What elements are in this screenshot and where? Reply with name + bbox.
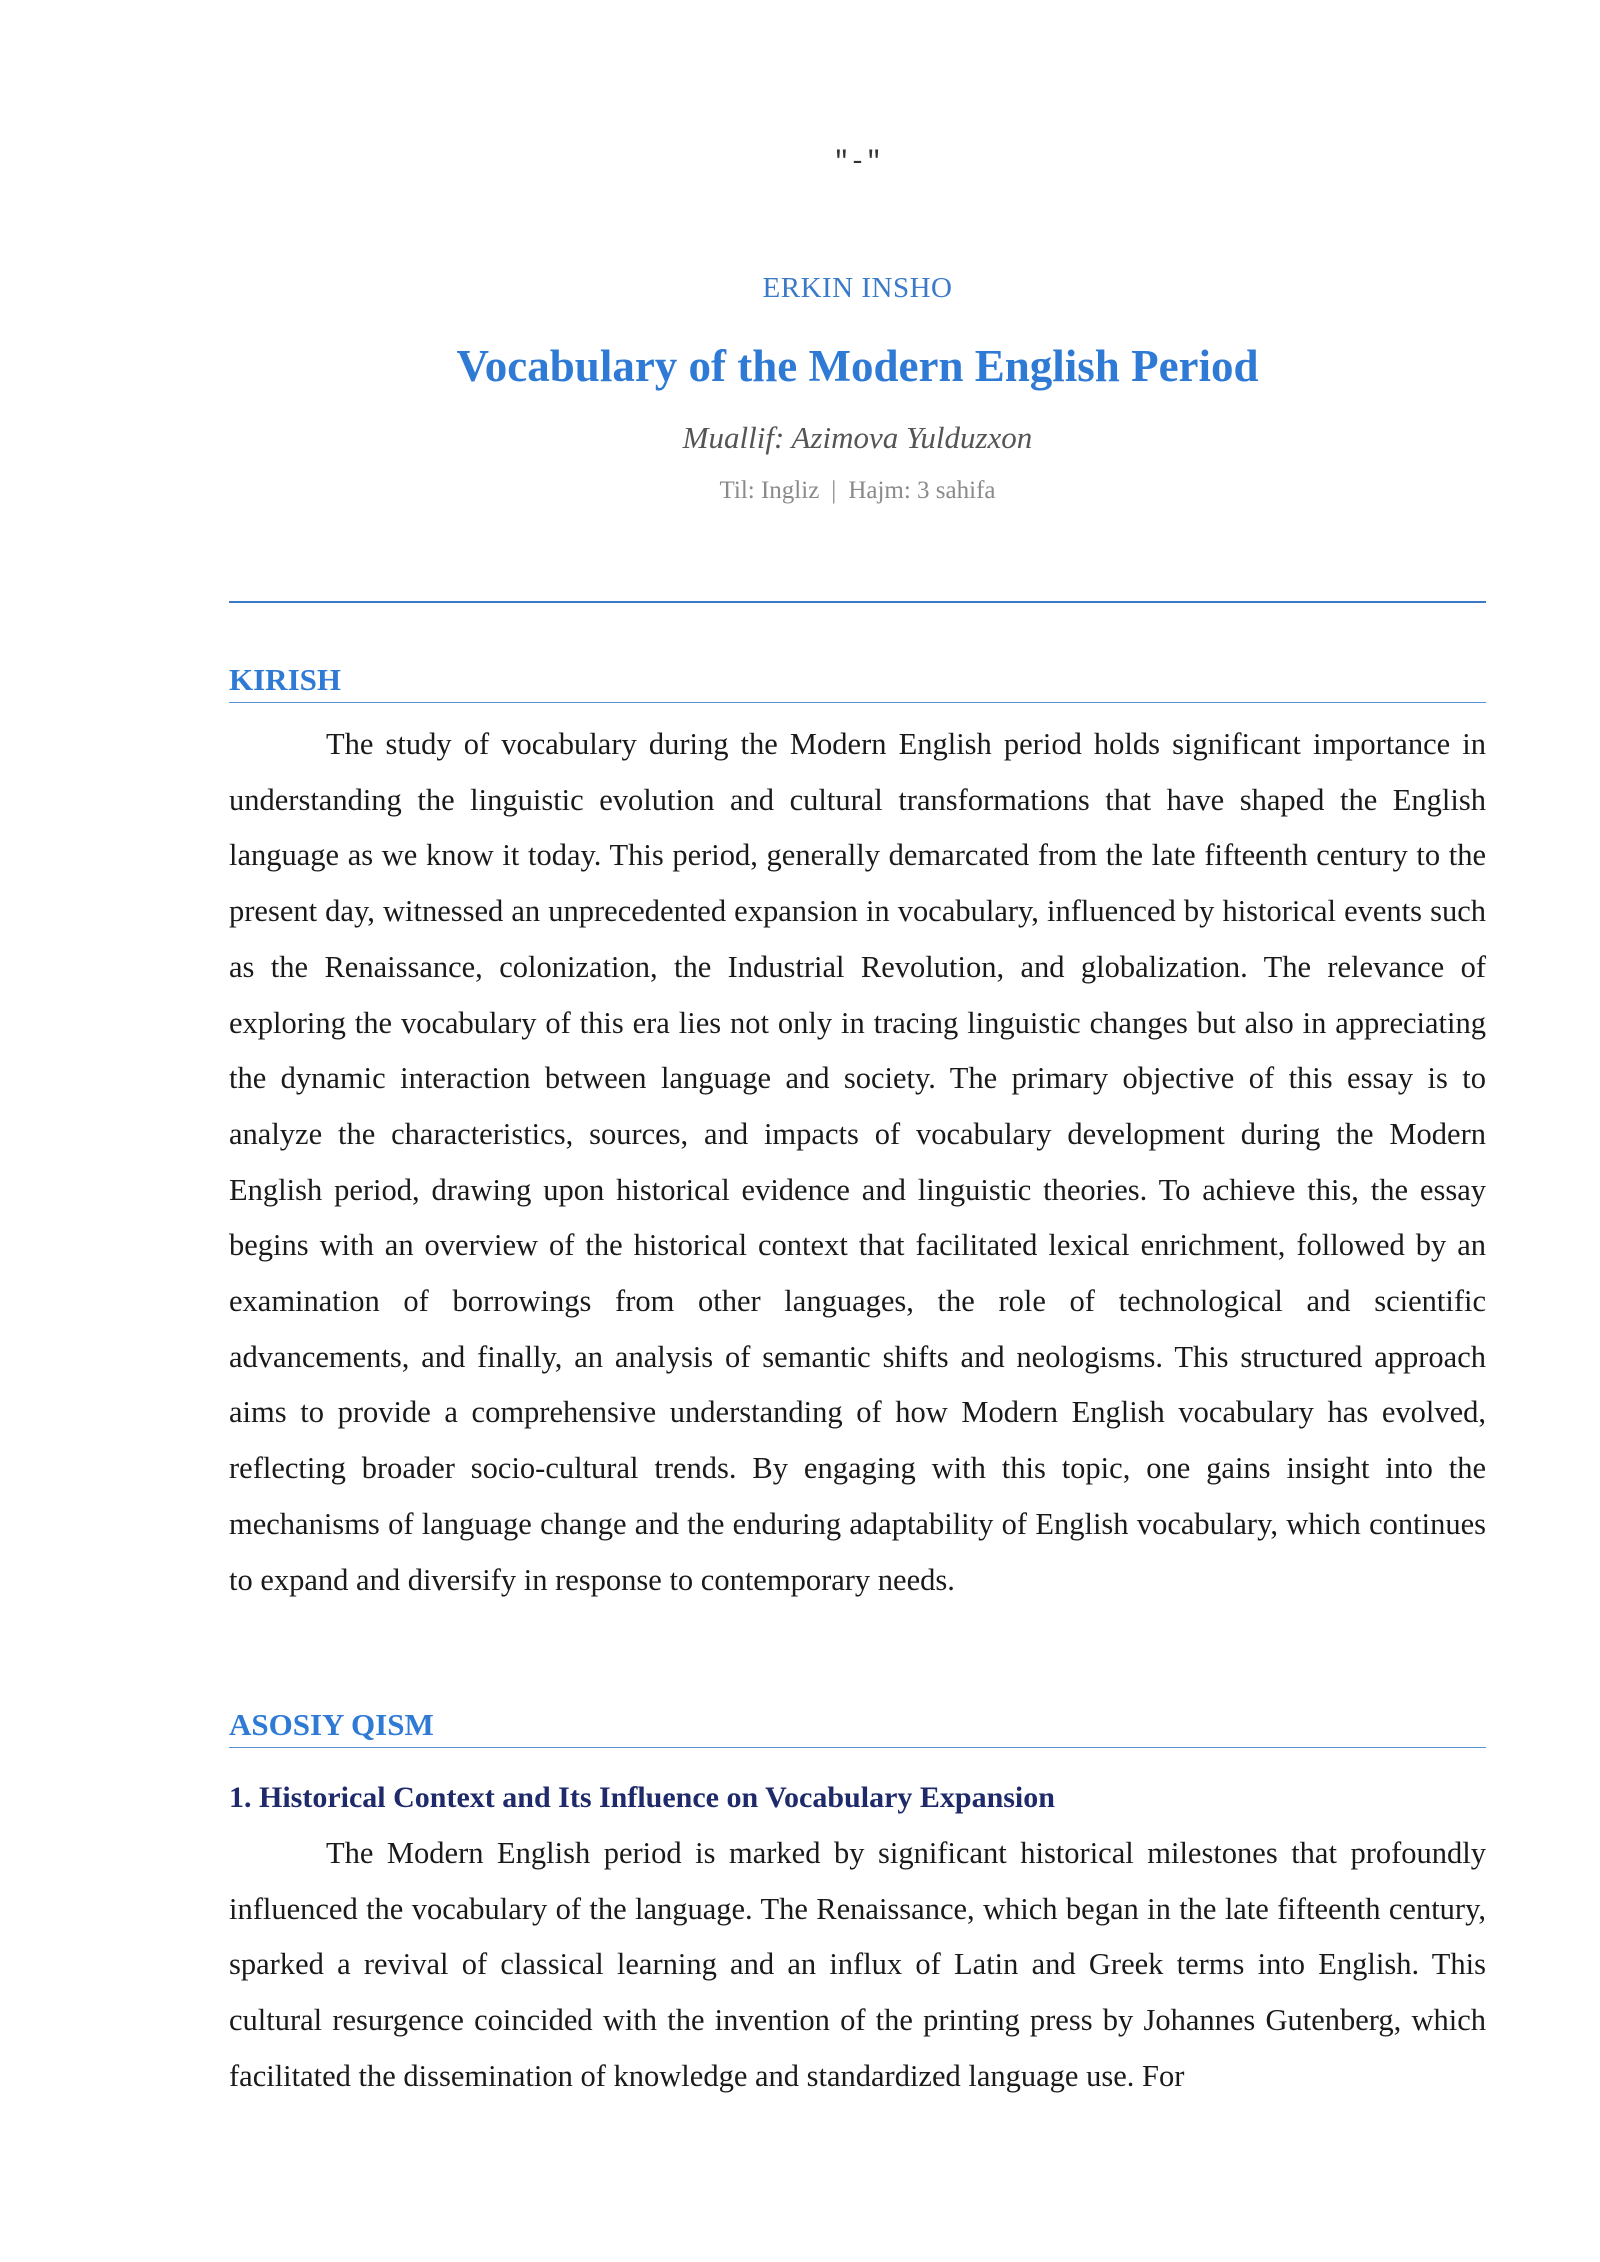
section-heading-main: ASOSIY QISM bbox=[229, 1705, 1486, 1748]
top-mark: "-" bbox=[833, 148, 882, 178]
document-author: Muallif: Azimova Yulduzxon bbox=[682, 420, 1033, 455]
document-title: Vocabulary of the Modern English Period bbox=[456, 341, 1259, 391]
document-meta bbox=[229, 477, 1486, 505]
intro-paragraph: The study of vocabulary during the Modern English period holds significant importance in understanding the linguistic evolution and cultural transformations that have shaped the English language as we know it today. This period, generally demarcated from the late fifteenth century to the present day, witnessed an unprecedented expansion in vocabulary, influenced by historical events such as the Renaissance, colonization, the Industrial Revolution, and globalization. The relevance of exploring the vocabulary of this era lies not only in tracing linguistic changes but also in appreciating the dynamic interaction between language and society. The primary objective of this essay is to analyze the characteristics, sources, and impacts of vocabulary development during the Modern English period, drawing upon historical evidence and linguistic theories. To achieve this, the essay begins with an overview of the historical context that facilitated lexical enrichment, followed by an examination of borrowings from other languages, the role of technological and scientific advancements, and finally, an analysis of semantic shifts and neologisms. This structured approach aims to provide a comprehensive understanding of how Modern English vocabulary has evolved, reflecting broader socio-cultural trends. By engaging with this topic, one gains insight into the mechanisms of language change and the enduring adaptability of English vocabulary, which continues to expand and diversify in response to contemporary needs. bbox=[229, 727, 1486, 1597]
document-page bbox=[229, 0, 1486, 2262]
header-divider bbox=[229, 601, 1486, 603]
document-category: ERKIN INSHO bbox=[762, 272, 953, 304]
section-heading-intro: KIRISH bbox=[229, 660, 1486, 703]
meta-separator: | bbox=[831, 477, 837, 504]
subsection-heading-1: 1. Historical Context and Its Influence on Vocabulary Expansion bbox=[229, 1781, 1055, 1814]
meta-language: Til: Ingliz bbox=[719, 477, 820, 504]
meta-size: Hajm: 3 sahifa bbox=[848, 477, 996, 504]
subsection-1-paragraph: The Modern English period is marked by significant historical milestones that profoundly influenced the vocabulary of the language. The Renaissance, which began in the late fifteenth century, sparked a revival of classical learning and an influx of Latin and Greek terms into English. This cultural resurgence coincided with the invention of the printing press by Johannes Gutenberg, which facilitated the dissemination of knowledge and standardized language use. For bbox=[229, 1836, 1486, 2093]
